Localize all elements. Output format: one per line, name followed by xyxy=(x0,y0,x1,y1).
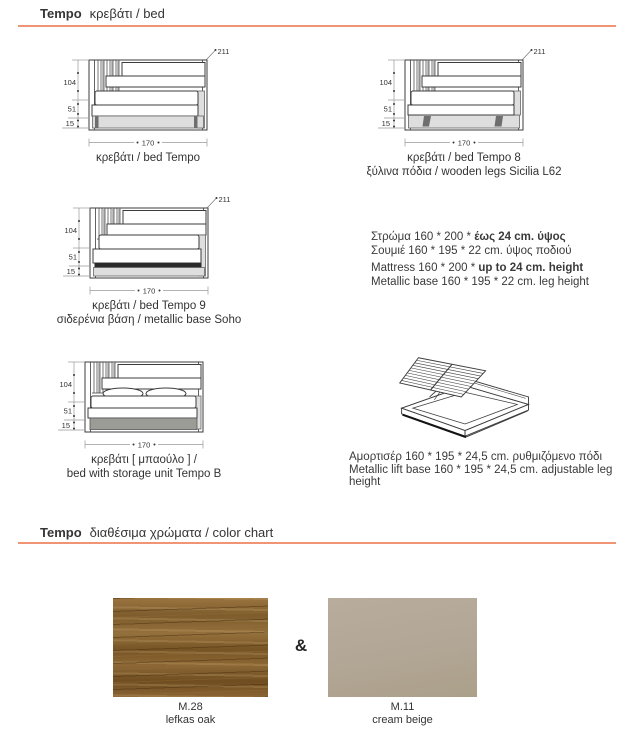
bed-tempo9-drawing xyxy=(49,194,234,298)
dim-label-104: 104 xyxy=(379,78,392,87)
swatch-name: lefkas oak xyxy=(165,713,216,726)
bed-tempoB-caption xyxy=(29,454,259,481)
height-dimension-lines xyxy=(63,208,89,276)
figure-bed-tempo xyxy=(48,46,233,166)
dim-label-170: 170 xyxy=(142,286,156,296)
dim-label-15: 15 xyxy=(381,119,390,128)
height-dimension-lines xyxy=(62,60,88,128)
lift-base-caption xyxy=(349,451,612,489)
swatch-name: cream beige xyxy=(372,713,433,726)
section1-divider xyxy=(18,25,616,27)
swatch-code: M.28 xyxy=(178,701,203,713)
spec-line-2: Σουμιέ 160 * 195 * 22 cm. ύψος ποδιού xyxy=(371,244,572,257)
dim-label-211: 211 xyxy=(533,47,546,56)
brand-name: Tempo xyxy=(40,525,82,540)
caption-line2: Metallic lift base 160 * 195 * 24,5 cm. adjustable leg xyxy=(349,463,613,476)
swatch-label-m28 xyxy=(113,701,268,726)
ampersand: & xyxy=(294,636,308,655)
caption-line1: κρεβάτι / bed Tempo 9 xyxy=(92,300,206,312)
caption-line1: Αμορτισέρ 160 * 195 * 24,5 cm. ρυθμιζόμενο πόδι xyxy=(349,451,603,463)
swatch-code: M.11 xyxy=(390,701,415,713)
dim-label-104: 104 xyxy=(64,226,77,235)
caption-line2: bed with storage unit Tempo B xyxy=(66,467,222,480)
section2-header xyxy=(40,525,273,540)
dim-label-211: 211 xyxy=(218,195,231,204)
metallic-base-bar xyxy=(95,263,202,268)
figure-lift-base xyxy=(396,352,536,441)
swatch-lefkas-oak xyxy=(113,598,268,697)
caption-line2: ξύλινα πόδια / wooden legs Sicilia L62 xyxy=(366,165,562,178)
bed-tempo-drawing xyxy=(48,46,233,150)
storage-base xyxy=(90,418,197,430)
lift-base-drawing xyxy=(396,352,536,441)
bed-tempoB-drawing xyxy=(44,348,229,452)
bed-tempo8-caption xyxy=(349,152,579,179)
dim-label-170: 170 xyxy=(137,440,151,450)
swatch-label-m11 xyxy=(328,701,477,726)
section2-divider xyxy=(18,542,616,544)
bed-tempo9-caption xyxy=(34,300,264,327)
section1-header xyxy=(40,6,165,21)
bed-tempo8-drawing xyxy=(364,46,549,150)
caption-line1: κρεβάτι [ μπαούλο ] / xyxy=(91,454,197,466)
brand-name: Tempo xyxy=(40,6,82,21)
spec-line-3: Mattress 160 * 200 * up to 24 cm. height xyxy=(371,262,584,274)
bed-tempo-caption: κρεβάτι / bed Tempo xyxy=(95,152,201,164)
dim-label-104: 104 xyxy=(63,78,76,87)
dim-label-170: 170 xyxy=(457,138,471,148)
caption-line3: height xyxy=(349,476,381,489)
dim-label-15: 15 xyxy=(61,421,70,430)
section1-title: κρεβάτι / bed xyxy=(89,6,165,21)
height-dimension-lines xyxy=(378,60,404,128)
dim-label-15: 15 xyxy=(65,119,74,128)
figure-bed-tempoB xyxy=(44,348,229,481)
spec-line-1: Στρώμα 160 * 200 * έως 24 cm. ύψος xyxy=(371,231,566,243)
dim-label-51: 51 xyxy=(68,252,77,262)
height-dimension-lines xyxy=(58,362,84,430)
caption-line2: σιδερένια βάση / metallic base Soho xyxy=(56,313,242,326)
swatch-cream-beige xyxy=(328,598,477,697)
figure-bed-tempo8 xyxy=(364,46,562,179)
dim-label-211: 211 xyxy=(217,47,230,56)
dim-label-15: 15 xyxy=(66,267,75,276)
dim-label-170: 170 xyxy=(141,138,155,148)
figure-bed-tempo9 xyxy=(49,194,242,327)
spec-line-4: Metallic base 160 * 195 * 22 cm. leg height xyxy=(371,275,589,288)
dim-label-51: 51 xyxy=(67,104,76,114)
dim-label-51: 51 xyxy=(63,406,72,416)
dim-label-51: 51 xyxy=(383,104,392,114)
section2-title: διαθέσιμα χρώματα / color chart xyxy=(89,525,274,540)
dim-label-104: 104 xyxy=(59,380,72,389)
caption-line1: κρεβάτι / bed Tempo 8 xyxy=(407,152,521,164)
mattress-specs xyxy=(371,231,589,289)
